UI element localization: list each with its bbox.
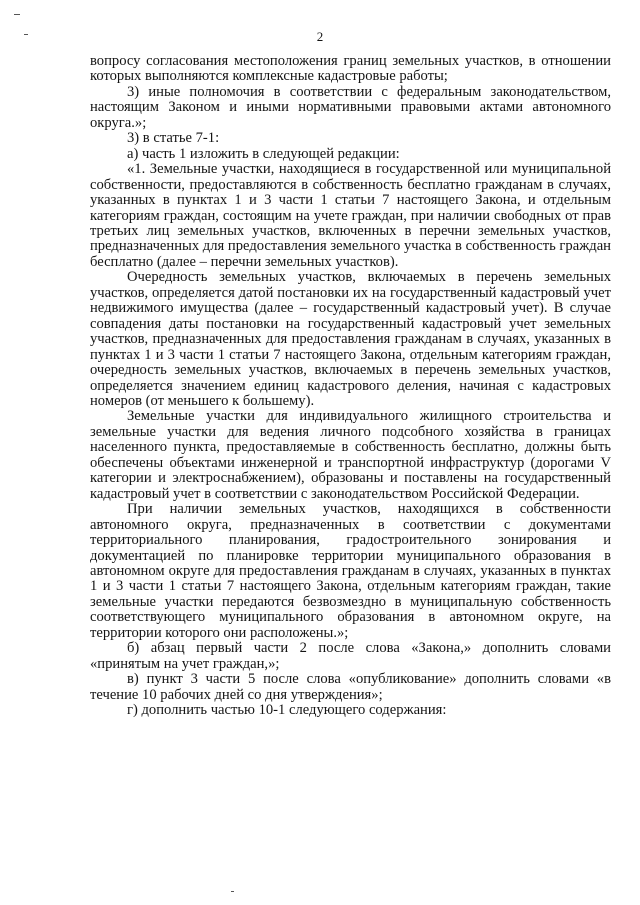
scan-artifact <box>231 891 234 892</box>
paragraph-continuation: вопросу согласования местоположения границ земельных участков, в отношении которых выполняются комплексные кадастровые работы; <box>90 53 611 85</box>
paragraph-part-1-text: «1. Земельные участки, находящиеся в государственной или муниципальной собственности, предоставляются в собственность бесплатно гражданам в случаях, указанных в пунктах 1 и 3 части 1 статьи 7 настоящего Закона, и отдельным категориям граждан, состоящим на учете граждан, при наличии свободных от прав третьих лиц земельных участков, включенных в перечни земельных участков, предназначенных для предоставления земельного участка в собственность граждан бесплатно (далее – перечни земельных участков). <box>90 161 611 270</box>
paragraph-subitem-g: г) дополнить частью 10-1 следующего содержания: <box>127 702 447 719</box>
paragraph-subitem-b: б) абзац первый части 2 после слова «Закона,» дополнить словами «принятым на учет граждан,»; <box>90 640 611 672</box>
page-number: 2 <box>316 29 324 44</box>
paragraph-housing-plots: Земельные участки для индивидуального жилищного строительства и земельные участки для ведения личного подсобного хозяйства в границах населенного пункта, предоставляемые в собственность бесплатно, должны быть обеспечены объектами инженерной и транспортной инфраструктур (дорогами V категории и электроснабжением), образованы и поставлены на государственный кадастровый учет в соответствии с законодательством Российской Федерации. <box>90 408 611 502</box>
paragraph-subitem-v: в) пункт 3 части 5 после слова «опубликование» дополнить словами «в течение 10 рабочих дней со дня утверждения»; <box>90 671 611 703</box>
scan-artifact <box>14 14 20 15</box>
paragraph-subitem-a: а) часть 1 изложить в следующей редакции: <box>127 145 400 162</box>
paragraph-order-of-plots: Очередность земельных участков, включаемых в перечень земельных участков, определяется датой постановки их на государственный кадастровый учет недвижимого имущества (далее – государственный кадастровый учет). В случае совпадения даты постановки на государственный кадастровый учет земельных участков, предназначенных для предоставления гражданам в случаях, указанных в пунктах 1 и 3 части 1 статьи 7 настоящего Закона, отдельным категориям граждан, очередность земельных участков, включаемых в перечень земельных участков, определяется значением единиц кадастрового деления, начиная с кадастровых номеров (от меньшего к большему). <box>90 269 611 409</box>
paragraph-item-3-powers: 3) иные полномочия в соответствии с федеральным законодательством, настоящим Законом и иными нормативными правовыми актами автономного округа.»; <box>90 83 611 131</box>
paragraph-okrug-plots: При наличии земельных участков, находящихся в собственности автономного округа, предназначенных в соответствии с документами территориального планирования, градостроительного зонирования и документацией по планировке территории муниципального образования в автономном округе для предоставления гражданам в случаях, указанных в пунктах 1 и 3 части 1 статьи 7 настоящего Закона, отдельным категориям граждан, такие земельные участки передаются безвозмездно в муниципальную собственность соответствующего муниципального образования в автономном округе, на территории которого они расположены.»; <box>90 501 611 641</box>
document-body <box>90 54 611 718</box>
paragraph-article-7-1: 3) в статье 7-1: <box>127 130 220 147</box>
